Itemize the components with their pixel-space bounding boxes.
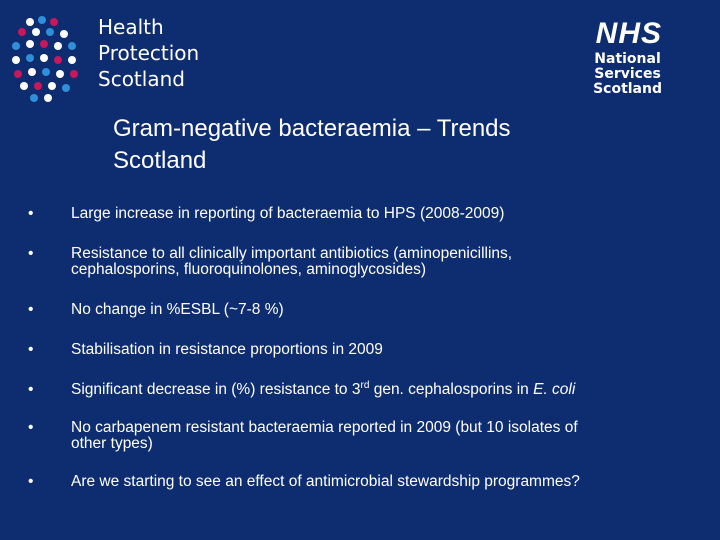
bullet-item <box>28 246 678 278</box>
logo-dot <box>20 82 28 90</box>
bullet-text <box>71 246 678 278</box>
nhs-line-1: National <box>594 51 661 67</box>
bullet-item <box>28 382 678 398</box>
bullet-text-line: cephalosporins, fluoroquinolones, aminoglycosides) <box>71 261 426 278</box>
bullet-item <box>28 420 678 452</box>
logo-dot <box>12 56 20 64</box>
bullet-item <box>28 206 678 222</box>
nhs-line-2: Services <box>594 66 661 82</box>
slide-title <box>113 113 511 177</box>
logo-dot <box>42 68 50 76</box>
bullet-text: Large increase in reporting of bacteraemia to HPS (2008-2009) <box>71 205 505 222</box>
bullet-item <box>28 342 678 358</box>
bullet-text <box>71 382 678 398</box>
bullet-text <box>71 420 678 452</box>
bullet-text-line: Resistance to all clinically important antibiotics (aminopenicillins, <box>71 245 513 262</box>
logo-dot <box>60 30 68 38</box>
bullet-marker: • <box>28 473 34 490</box>
logo-dot <box>68 42 76 50</box>
bullet-marker: • <box>28 245 34 262</box>
title-line-1: Gram-negative bacteraemia – Trends <box>113 115 511 142</box>
bullet-text: No change in %ESBL (~7-8 %) <box>71 301 284 318</box>
logo-dot <box>40 40 48 48</box>
hps-line-2: Protection <box>98 41 200 65</box>
logo-dot <box>40 54 48 62</box>
logo-dot <box>54 56 62 64</box>
logo-dot <box>50 18 58 26</box>
bullet-marker: • <box>28 381 34 398</box>
logo-dot <box>28 68 36 76</box>
bullet-marker: • <box>28 419 34 436</box>
hps-line-1: Health <box>98 15 164 39</box>
logo-dot <box>70 70 78 78</box>
nhs-logo <box>593 18 662 97</box>
bullet-text-part: gen. cephalosporins in <box>369 381 534 398</box>
bullet-text-line: No carbapenem resistant bacteraemia reported in 2009 (but 10 isolates of <box>71 419 578 436</box>
logo-dot <box>26 54 34 62</box>
bullet-text-line: other types) <box>71 435 153 452</box>
logo-dot <box>34 82 42 90</box>
logo-dot <box>18 28 26 36</box>
logo-dot <box>56 70 64 78</box>
superscript-rd: rd <box>360 380 370 391</box>
logo-dot <box>62 84 70 92</box>
nhs-subtitle <box>593 52 662 97</box>
logo-dot <box>26 40 34 48</box>
title-line-2: Scotland <box>113 147 207 174</box>
logo-dot <box>54 42 62 50</box>
logo-dot <box>32 28 40 36</box>
species-name: E. coli <box>533 381 576 398</box>
logo-dot <box>46 28 54 36</box>
logo-dot <box>48 82 56 90</box>
bullet-item <box>28 302 678 318</box>
nhs-wordmark: NHS <box>595 17 662 50</box>
bullet-text-part: Significant decrease in (%) resistance to 3 <box>71 381 361 398</box>
logo-dot <box>14 70 22 78</box>
bullet-marker: • <box>28 205 34 222</box>
hps-line-3: Scotland <box>98 67 185 91</box>
hps-wordmark <box>98 14 199 92</box>
logo-dot <box>44 94 52 102</box>
nhs-line-3: Scotland <box>593 81 662 97</box>
hps-dots-logo <box>10 14 90 104</box>
logo-dot <box>30 94 38 102</box>
logo-dot <box>26 18 34 26</box>
bullet-text: Are we starting to see an effect of antimicrobial stewardship programmes? <box>71 473 580 490</box>
logo-dot <box>38 16 46 24</box>
bullet-item <box>28 474 678 490</box>
bullet-marker: • <box>28 301 34 318</box>
bullet-marker: • <box>28 341 34 358</box>
bullet-text: Stabilisation in resistance proportions in 2009 <box>71 341 383 358</box>
logo-dot <box>12 42 20 50</box>
logo-dot <box>68 56 76 64</box>
